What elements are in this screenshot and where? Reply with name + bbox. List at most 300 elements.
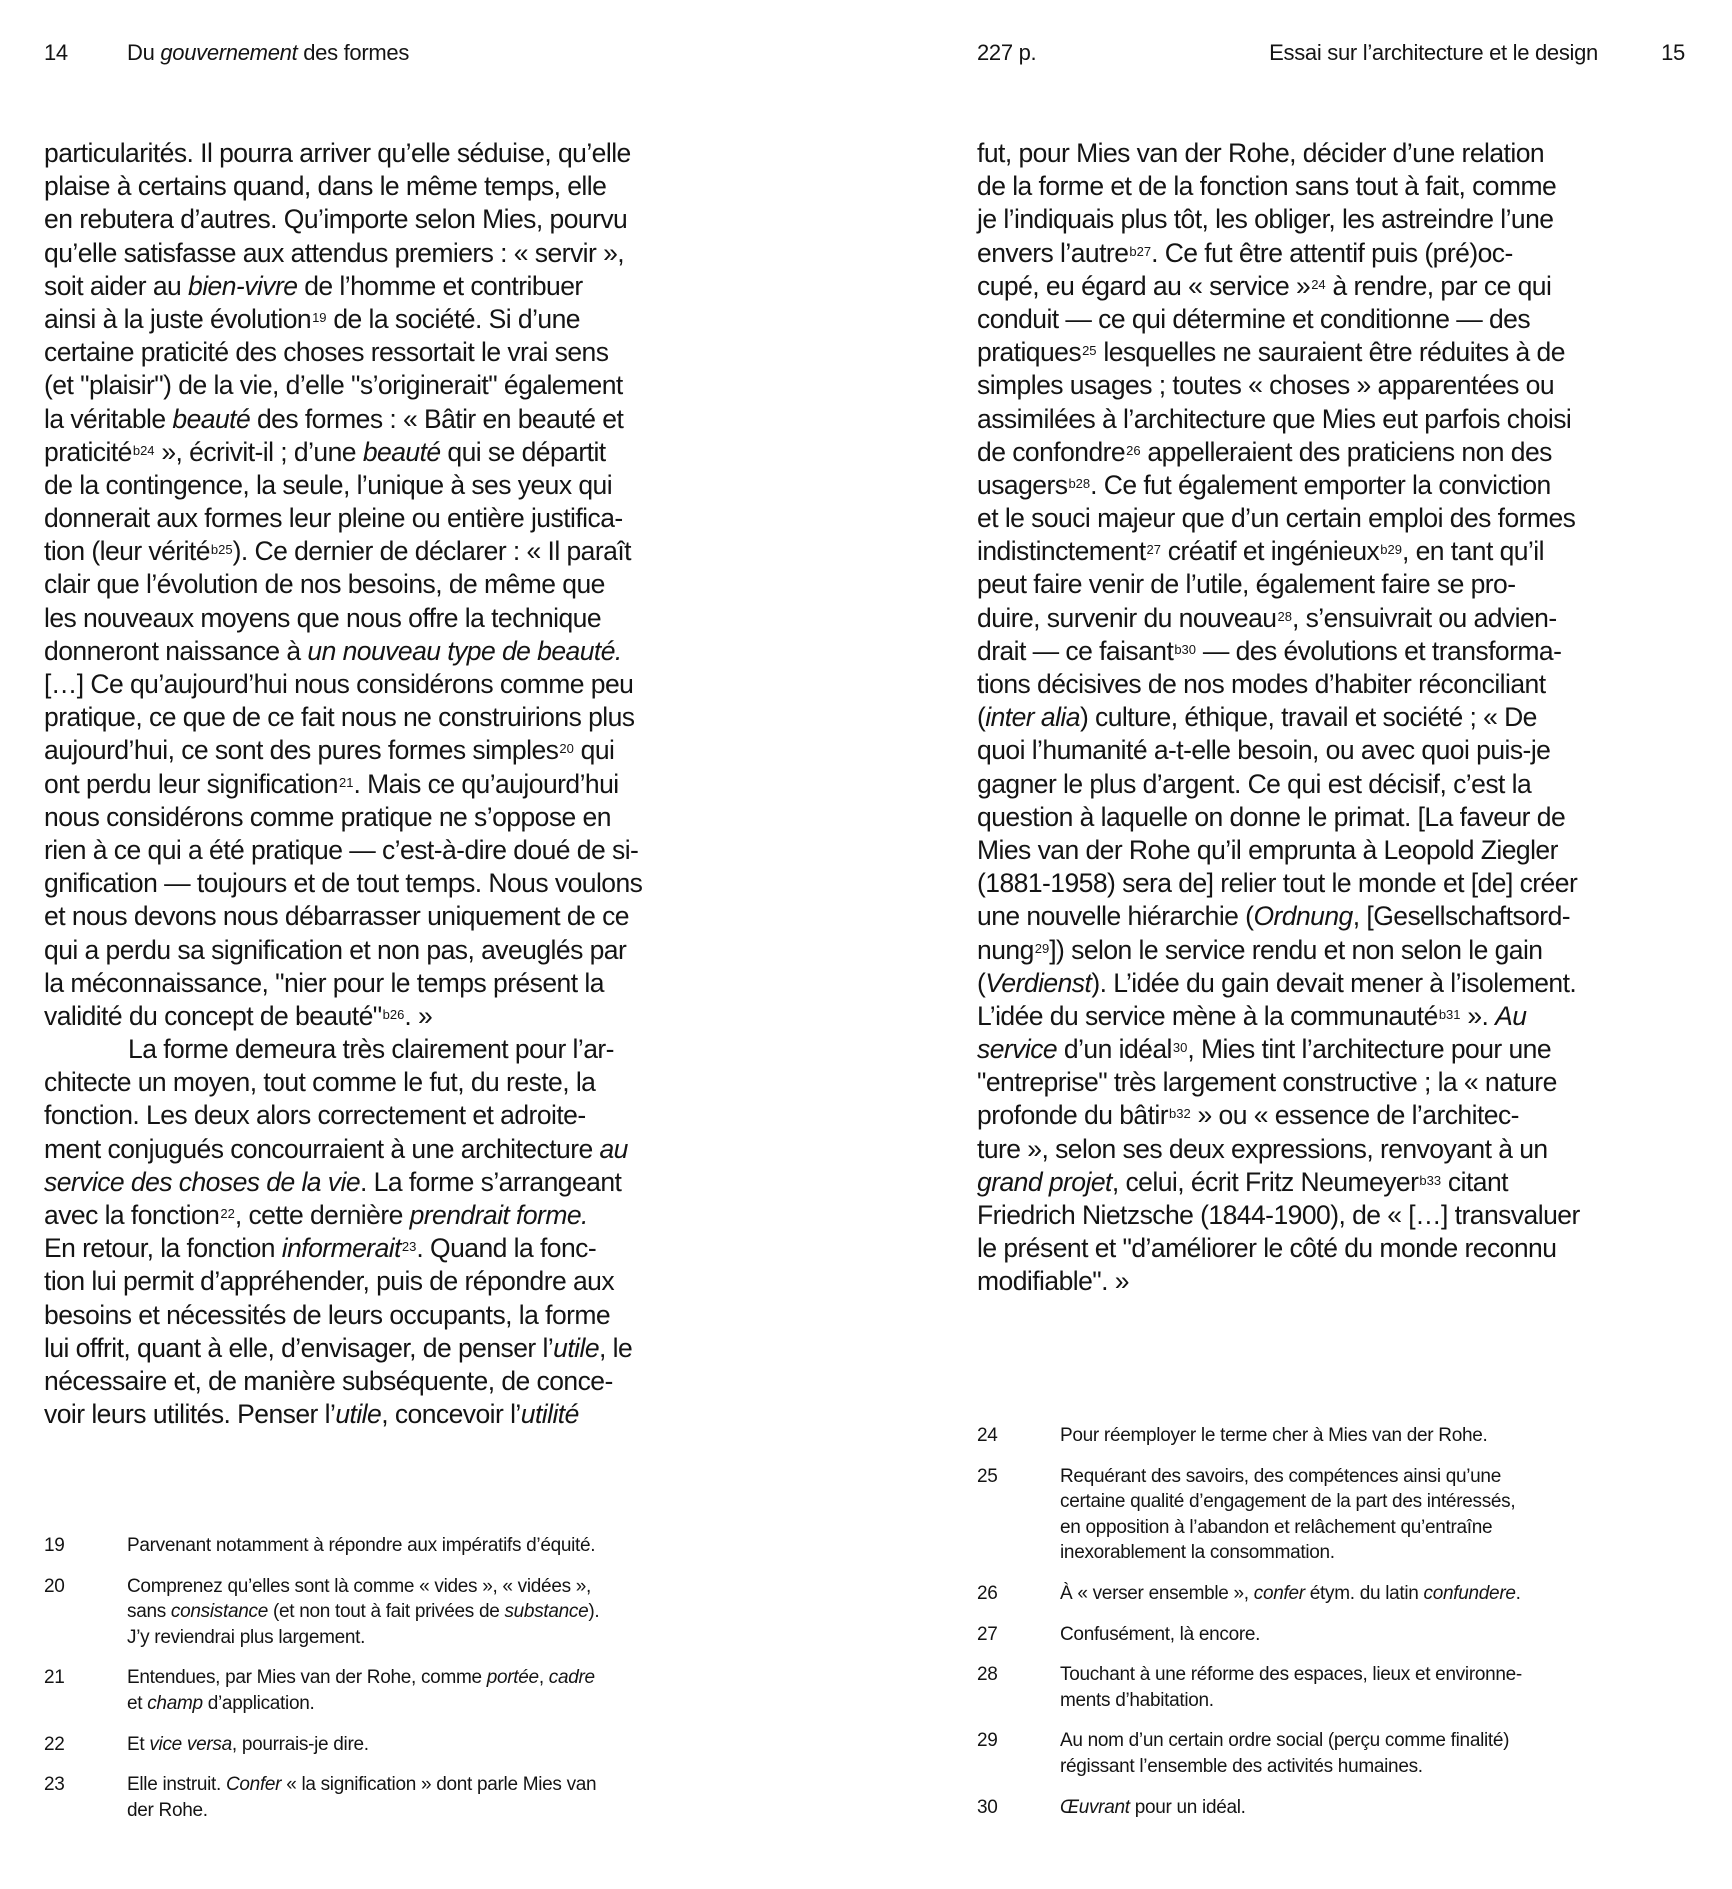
text-run: envers l’autre (977, 237, 1129, 268)
text-line (44, 967, 642, 1000)
text-run: , concevoir l’ (381, 1399, 521, 1430)
footnote-line (1060, 1622, 1620, 1648)
text-line (977, 237, 1580, 270)
text-line (977, 1066, 1580, 1099)
text-run: À « verser ensemble », (1060, 1582, 1254, 1604)
text-run: […] Ce qu’aujourd’hui nous considérons comme peu (44, 669, 634, 699)
text-line (44, 336, 642, 369)
text-run: (et non tout à fait privées de (267, 1601, 505, 1623)
footnote-line (1060, 1754, 1620, 1780)
text-run: des formes : « Bâtir en beauté et (250, 403, 624, 434)
text-run: . » (404, 1000, 433, 1031)
text-run: le présent et "d’améliorer le côté du monde reconnu (977, 1233, 1557, 1264)
italic-run: confundere (1423, 1582, 1516, 1604)
text-run: ) culture, éthique, travail et société ; « De (1079, 702, 1537, 733)
footnote-number: 22 (44, 1733, 65, 1755)
footnote-reference: b29 (1380, 542, 1402, 558)
footnote (977, 1795, 1620, 1821)
footnote-reference: 25 (1082, 343, 1097, 359)
left-body-text (44, 137, 642, 1431)
footnote-text (1060, 1728, 1620, 1779)
text-line (977, 170, 1580, 203)
text-run: question à laquelle on donne le primat. [La faveur de (977, 801, 1566, 832)
footnote-text (127, 1574, 687, 1651)
text-line (977, 270, 1580, 303)
text-run: besoins et nécessités de leurs occupants, la forme (44, 1299, 611, 1330)
footnote-reference: b33 (1419, 1172, 1442, 1188)
text-run: » ou « essence de l’architec- (1190, 1100, 1519, 1131)
text-run: Touchant à une réforme des espaces, lieux et environne- (1060, 1664, 1522, 1686)
footnote (44, 1665, 687, 1716)
text-run: Du (127, 40, 161, 65)
text-run: "entreprise" très largement constructive ; la « nature (977, 1067, 1557, 1098)
right-body-text (977, 137, 1580, 1299)
footnote-reference: b27 (1129, 243, 1152, 259)
footnote-text (127, 1665, 687, 1716)
text-line (977, 568, 1580, 601)
text-run: tion lui permit d’appréhender, puis de répondre aux (44, 1266, 615, 1297)
text-run: . (1515, 1582, 1521, 1604)
text-line (44, 900, 642, 933)
text-run: ). L’idée du gain devait mener à l’isolement. (1091, 967, 1577, 998)
footnote-reference: b24 (132, 442, 155, 458)
text-run: , cette dernière (234, 1200, 410, 1230)
text-run: ). (588, 1601, 600, 1623)
footnote-text (1060, 1464, 1620, 1566)
text-line (977, 934, 1580, 967)
footnote-reference: b28 (1068, 475, 1091, 491)
text-run: en rebutera d’autres. Qu’importe selon Mies, pourvu (44, 204, 628, 235)
text-run: et le souci majeur que d’un certain emploi des formes (977, 503, 1576, 534)
text-line (977, 801, 1580, 834)
text-run: indistinctement (977, 536, 1146, 567)
text-run: gagner le plus d’argent. Ce qui est décisif, c’est la (977, 768, 1532, 799)
italic-run: portée (486, 1667, 539, 1689)
text-line (977, 1199, 1580, 1232)
text-run: modifiable". » (977, 1266, 1129, 1297)
text-run: praticité (44, 436, 132, 467)
text-run: (et "plaisir") de la vie, d’elle "s’originerait" également (44, 370, 623, 401)
footnote-reference: b25 (210, 542, 233, 558)
text-line (44, 270, 642, 303)
text-run: J’y reviendrai plus largement. (127, 1626, 366, 1648)
italic-run: utile (553, 1332, 600, 1363)
text-line (977, 369, 1580, 402)
text-line (44, 535, 642, 568)
text-line (977, 403, 1580, 436)
text-run: ment conjugués concourraient à une architecture (44, 1133, 600, 1164)
text-run: Mies van der Rohe qu’il emprunta à Leopold Ziegler (977, 834, 1558, 865)
text-run: en opposition à l’abandon et relâchement qu’entraîne (1060, 1516, 1493, 1538)
text-run: chitecte un moyen, tout comme le fut, du reste, la (44, 1067, 596, 1098)
text-run: , en tant qu’il (1401, 536, 1544, 567)
text-run: qui (573, 735, 615, 766)
page-count: 227 p. (977, 40, 1037, 65)
text-run: inexorablement la consommation. (1060, 1542, 1335, 1564)
text-run: profonde du bâtir (977, 1100, 1169, 1131)
left-running-title (127, 40, 409, 66)
text-run: pratiques (977, 337, 1082, 368)
text-line (44, 436, 642, 469)
text-line (44, 635, 642, 668)
text-run: . Ce fut être attentif puis (pré)oc- (1151, 237, 1513, 268)
footnote-line (127, 1772, 687, 1798)
footnote-line (127, 1665, 687, 1691)
text-run: Requérant des savoirs, des compétences ainsi qu’une (1060, 1465, 1501, 1487)
text-run: « la signification » dont parle Mies van (281, 1774, 597, 1796)
text-run: ture », selon ses deux expressions, renvoyant à un (977, 1133, 1548, 1164)
text-line (977, 734, 1580, 767)
italic-run: utile (335, 1399, 382, 1430)
footnote-number: 25 (977, 1465, 998, 1487)
text-run: Elle instruit. (127, 1774, 226, 1796)
footnote-line (1060, 1728, 1620, 1754)
text-run: rien à ce qui a été pratique — c’est-à-dire doué de si- (44, 834, 639, 865)
footnote-number: 23 (44, 1774, 65, 1796)
text-run: nous considérons comme pratique ne s’oppose en (44, 801, 611, 832)
text-run: des formes (297, 40, 410, 65)
text-line (44, 1166, 642, 1199)
footnote-reference: 22 (220, 1206, 235, 1221)
text-line (44, 1066, 642, 1099)
text-run: ( (977, 967, 986, 998)
text-run: sans (127, 1601, 171, 1623)
text-run: et (127, 1692, 148, 1714)
text-run: ]) selon le service rendu et non selon le gain (1049, 934, 1543, 965)
footnote-text (1060, 1423, 1620, 1449)
text-run: fonction. Les deux alors correctement et adroite- (44, 1100, 586, 1131)
text-run: , (538, 1667, 549, 1689)
text-run: plaise à certains quand, dans le même temps, elle (44, 171, 607, 202)
footnote-number: 24 (977, 1425, 998, 1446)
italic-run: consistance (170, 1601, 268, 1623)
text-run: clair que l’évolution de nos besoins, de même que (44, 569, 605, 600)
text-run: soit aider au (44, 270, 189, 301)
text-run: . Quand la fonc- (416, 1233, 597, 1264)
text-run: , pourrais-je dire. (231, 1733, 369, 1755)
text-run: ). Ce dernier de déclarer : « Il paraît (232, 536, 631, 567)
footnote-reference: 28 (1277, 608, 1292, 624)
footnote-number: 27 (977, 1623, 998, 1645)
text-run: — des évolutions et transforma- (1196, 635, 1562, 666)
footnote-number: 19 (44, 1535, 65, 1556)
text-line (44, 369, 642, 402)
footnote-number: 20 (44, 1575, 65, 1597)
text-line (977, 535, 1580, 568)
text-line (977, 668, 1580, 701)
text-run: donneront naissance à (44, 635, 308, 666)
text-run: tion (leur vérité (44, 536, 210, 567)
text-run: la véritable (44, 403, 173, 434)
italic-run: prendrait forme. (409, 1200, 588, 1230)
italic-run: utilité (520, 1399, 579, 1430)
text-line (977, 1265, 1580, 1298)
text-run: Entendues, par Mies van der Rohe, comme (127, 1667, 487, 1689)
footnote-reference: 29 (1034, 940, 1050, 956)
text-line (44, 502, 642, 535)
text-run: ( (977, 702, 986, 733)
text-line (44, 1000, 642, 1033)
text-run: voir leurs utilités. Penser l’ (44, 1399, 336, 1430)
footnote-reference: 24 (1311, 276, 1326, 292)
footnote-reference: b30 (1174, 641, 1197, 657)
italic-run: service (977, 1034, 1058, 1065)
text-run: qui se départit (440, 436, 606, 467)
text-run: lui offrit, quant à elle, d’envisager, de penser l’ (44, 1332, 554, 1363)
italic-run: bien-vivre (188, 270, 298, 301)
text-line (44, 1033, 642, 1066)
text-run: Et (127, 1733, 150, 1755)
text-line (44, 568, 642, 601)
footnote-text (127, 1533, 687, 1559)
right-page-number: 15 (1661, 40, 1685, 65)
footnote-text (1060, 1662, 1620, 1713)
text-run: avec la fonction (44, 1200, 220, 1230)
text-run: aujourd’hui, ce sont des pures formes simples (44, 735, 559, 766)
text-line (977, 469, 1580, 502)
footnote-reference: 30 (1172, 1040, 1188, 1056)
text-run: . Mais ce qu’aujourd’hui (353, 768, 619, 799)
text-run: particularités. Il pourra arriver qu’elle séduise, qu’elle (44, 138, 631, 168)
text-line (44, 1099, 642, 1132)
footnote-line (1060, 1489, 1620, 1515)
text-line (44, 668, 642, 701)
left-page-number: 14 (44, 40, 68, 65)
footnote-reference: 23 (401, 1239, 417, 1255)
text-line (44, 403, 642, 436)
footnote-line (127, 1625, 687, 1651)
text-run: ainsi à la juste évolution (44, 303, 312, 334)
footnote-reference: b31 (1438, 1006, 1461, 1022)
footnote (977, 1728, 1620, 1779)
text-line (44, 203, 642, 236)
footnote-number: 21 (44, 1667, 65, 1689)
text-run: d’un idéal (1057, 1034, 1172, 1065)
italic-run: un nouveau type de beauté. (307, 635, 622, 666)
italic-run: grand projet (977, 1166, 1112, 1197)
text-line (44, 867, 642, 900)
text-run: ». (1460, 1000, 1496, 1031)
footnote-line (127, 1732, 687, 1758)
text-run: la méconnaissance, "nier pour le temps présent la (44, 967, 604, 998)
italic-run: service des choses de la vie (44, 1166, 361, 1197)
text-run: quoi l’humanité a-t-elle besoin, ou avec quoi puis-je (977, 735, 1551, 766)
footnote-line (1060, 1662, 1620, 1688)
text-run: fut, pour Mies van der Rohe, décider d’une relation (977, 138, 1545, 168)
text-run: d’application. (202, 1692, 315, 1714)
italic-run: Œuvrant (1060, 1796, 1130, 1818)
text-run: à rendre, par ce qui (1325, 270, 1552, 301)
right-running-title: Essai sur l’architecture et le design (1269, 40, 1598, 65)
footnote-text (1060, 1581, 1620, 1607)
text-run: drait — ce faisant (977, 635, 1174, 666)
text-run: ont perdu leur signification (44, 768, 338, 799)
text-run: de la société. Si d’une (326, 303, 580, 334)
text-line (977, 1099, 1580, 1132)
footnote (977, 1464, 1620, 1566)
text-run: , [Gesellschaftsord- (1352, 901, 1571, 932)
text-run: les nouveaux moyens que nous offre la technique (44, 602, 602, 633)
footnote-text (1060, 1622, 1620, 1648)
footnote-number: 29 (977, 1730, 998, 1752)
text-run: Au nom d’un certain ordre social (perçu comme finalité) (1060, 1730, 1510, 1752)
text-line (44, 768, 642, 801)
footnote (977, 1423, 1620, 1449)
text-run: peut faire venir de l’utile, également faire se pro- (977, 569, 1516, 600)
text-line (977, 768, 1580, 801)
text-line (44, 1398, 642, 1431)
text-line (977, 635, 1580, 668)
text-line (44, 834, 642, 867)
text-line (44, 1365, 642, 1398)
text-line (977, 834, 1580, 867)
footnote (44, 1732, 687, 1758)
footnote-text (127, 1772, 687, 1823)
text-run: tions décisives de nos modes d’habiter réconciliant (977, 669, 1546, 699)
text-run: Comprenez qu’elles sont là comme « vides », « vidées », (127, 1575, 592, 1597)
footnote (977, 1622, 1620, 1648)
text-line (977, 303, 1580, 336)
text-line (977, 137, 1580, 170)
left-footnotes (44, 1533, 687, 1838)
text-run: pour un idéal. (1129, 1796, 1246, 1818)
text-line (977, 701, 1580, 734)
italic-run: beauté (362, 436, 441, 467)
text-line (44, 170, 642, 203)
text-run: citant (1441, 1166, 1508, 1197)
text-run: », écrivit-il ; d’une (154, 436, 363, 467)
text-line (977, 867, 1580, 900)
italic-run: substance (504, 1601, 589, 1623)
footnote (44, 1533, 687, 1559)
footnote-line (1060, 1540, 1620, 1566)
text-line (977, 436, 1580, 469)
text-run: assimilées à l’architecture que Mies eut parfois choisi (977, 403, 1572, 434)
italic-run: vice versa (149, 1733, 232, 1755)
footnote-text (1060, 1795, 1620, 1821)
text-line (977, 1000, 1580, 1033)
footnote-line (127, 1691, 687, 1717)
text-run: et nous devons nous débarrasser uniquement de ce (44, 901, 629, 932)
text-run: (1881-1958) sera de] relier tout le monde et [de] créer (977, 868, 1578, 899)
footnote-text (127, 1732, 687, 1758)
text-run: der Rohe. (127, 1799, 208, 1821)
text-run: usagers (977, 469, 1068, 500)
text-line (977, 1033, 1580, 1066)
text-line (44, 934, 642, 967)
italic-run: cadre (548, 1667, 595, 1689)
text-run: de la contingence, la seule, l’unique à ses yeux qui (44, 469, 613, 500)
italic-run: beauté (172, 403, 251, 434)
footnote-line (1060, 1581, 1620, 1607)
text-line (977, 1232, 1580, 1265)
text-run: validité du concept de beauté" (44, 1000, 382, 1031)
italic-run: champ (147, 1692, 203, 1714)
text-run: pratique, ce que de ce fait nous ne construirions plus (44, 702, 635, 733)
footnote-number: 30 (977, 1796, 998, 1818)
italic-run: au (599, 1133, 628, 1164)
text-run: Confusément, là encore. (1060, 1623, 1261, 1645)
footnote (977, 1662, 1620, 1713)
text-run: je l’indiquais plus tôt, les obliger, les astreindre l’une (977, 204, 1554, 235)
text-line (44, 1232, 642, 1265)
text-run: gnification — toujours et de tout temps. Nous voulons (44, 868, 643, 899)
text-run: de l’homme et contribuer (297, 270, 583, 301)
italic-run: confer (1253, 1582, 1305, 1604)
text-run: nécessaire et, de manière subséquente, de conce- (44, 1365, 613, 1396)
footnote-line (1060, 1688, 1620, 1714)
footnote (977, 1581, 1620, 1607)
text-line (44, 1265, 642, 1298)
footnote-reference: 20 (559, 741, 574, 757)
footnote-line (127, 1533, 687, 1559)
text-line (977, 967, 1580, 1000)
text-line (977, 900, 1580, 933)
italic-run: informerait (281, 1233, 401, 1264)
text-run: , celui, écrit Fritz Neumeyer (1111, 1166, 1419, 1197)
text-line (44, 1332, 642, 1365)
footnote-reference: b26 (382, 1006, 405, 1022)
italic-run: Confer (225, 1774, 282, 1796)
footnote-reference: 27 (1146, 542, 1161, 558)
text-run: qu’elle satisfasse aux attendus premiers : « servir », (44, 237, 625, 268)
footnote-line (127, 1574, 687, 1600)
italic-run: Au (1495, 1000, 1527, 1031)
text-run: simples usages ; toutes « choses » apparentées ou (977, 370, 1555, 401)
footnote-number: 26 (977, 1582, 998, 1604)
text-run: créatif et ingénieux (1160, 536, 1380, 567)
text-line (44, 469, 642, 502)
text-line (44, 137, 642, 170)
text-run: de confondre (977, 436, 1126, 467)
footnote (44, 1574, 687, 1651)
footnote-line (127, 1599, 687, 1625)
text-run: cupé, eu égard au « service » (977, 270, 1311, 301)
footnote-line (127, 1798, 687, 1824)
text-line (44, 1299, 642, 1332)
text-run: régissant l’ensemble des activités humaines. (1060, 1755, 1423, 1777)
text-line (44, 237, 642, 270)
text-run: ments d’habitation. (1060, 1689, 1214, 1711)
italic-run: inter alia (985, 702, 1080, 733)
text-run: certaine qualité d’engagement de la part des intéressés, (1060, 1491, 1516, 1513)
text-line (977, 336, 1580, 369)
text-run: . La forme s’arrangeant (360, 1166, 622, 1197)
text-run: . Ce fut également emporter la conviction (1090, 469, 1551, 500)
text-run: de la forme et de la fonction sans tout à fait, comme (977, 171, 1557, 202)
text-run: qui a perdu sa signification et non pas, aveuglés par (44, 934, 627, 965)
text-line (977, 1133, 1580, 1166)
text-run: nung (977, 934, 1034, 965)
footnote-reference: 19 (312, 309, 327, 325)
text-run: étym. du latin (1304, 1582, 1424, 1604)
text-run: En retour, la fonction (44, 1233, 282, 1264)
text-line (977, 602, 1580, 635)
text-run: , le (599, 1332, 633, 1363)
footnote-line (1060, 1795, 1620, 1821)
text-run: certaine praticité des choses ressortait le vrai sens (44, 337, 609, 368)
text-run: une nouvelle hiérarchie ( (977, 901, 1254, 932)
text-run: Friedrich Nietzsche (1844-1900), de « […] transvaluer (977, 1200, 1580, 1230)
footnote-reference: b32 (1169, 1106, 1191, 1122)
text-run: Parvenant notamment à répondre aux impératifs d’équité. (127, 1535, 596, 1556)
text-run: donnerait aux formes leur pleine ou entière justifica- (44, 503, 623, 534)
text-line (44, 734, 642, 767)
text-line (44, 701, 642, 734)
footnote-line (1060, 1464, 1620, 1490)
text-line (44, 1133, 642, 1166)
italic-run: Ordnung (1253, 901, 1353, 932)
